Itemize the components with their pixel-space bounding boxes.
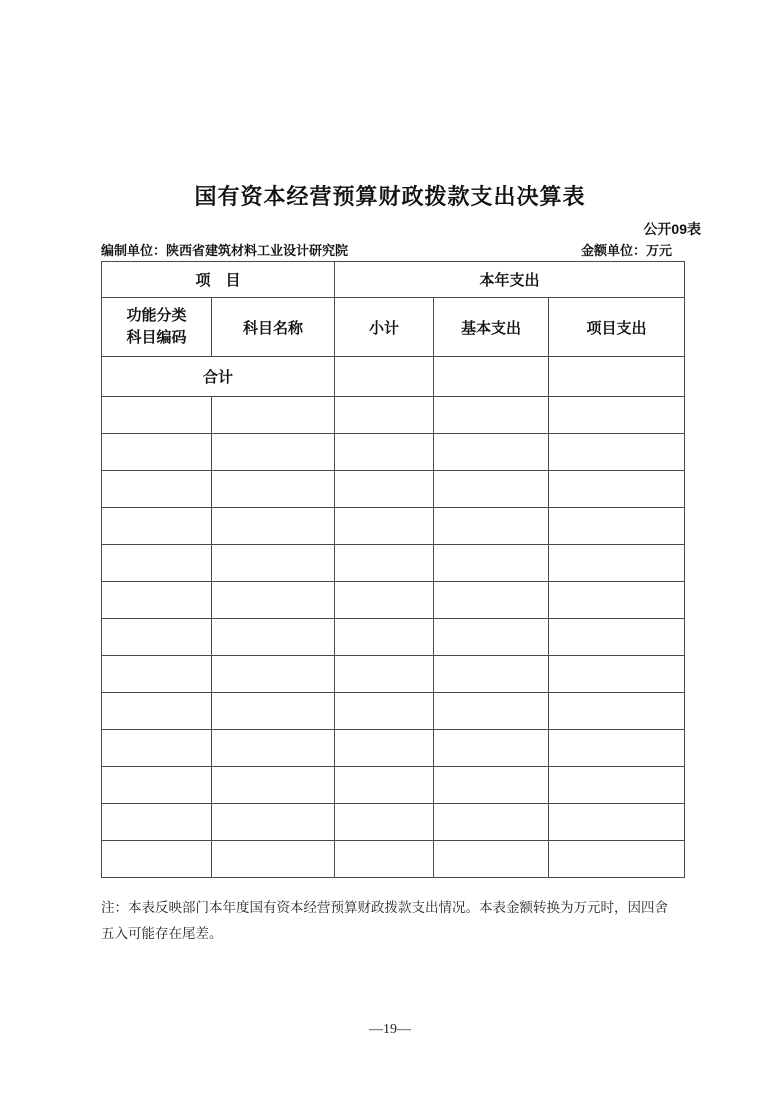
empty-data-cell bbox=[212, 804, 335, 841]
empty-data-cell bbox=[102, 508, 212, 545]
empty-data-cell bbox=[434, 804, 549, 841]
empty-data-cell bbox=[212, 767, 335, 804]
empty-data-cell bbox=[102, 582, 212, 619]
empty-data-cell bbox=[434, 434, 549, 471]
total-row-subtotal bbox=[335, 357, 434, 397]
empty-data-row bbox=[102, 471, 685, 508]
empty-data-cell bbox=[102, 656, 212, 693]
header-subtotal: 小计 bbox=[335, 298, 434, 357]
empty-data-row bbox=[102, 693, 685, 730]
empty-data-row bbox=[102, 582, 685, 619]
empty-data-cell bbox=[434, 545, 549, 582]
empty-data-cell bbox=[335, 804, 434, 841]
header-current-year-group: 本年支出 bbox=[335, 262, 685, 298]
empty-data-cell bbox=[335, 508, 434, 545]
empty-data-cell bbox=[335, 767, 434, 804]
empty-data-cell bbox=[102, 767, 212, 804]
empty-data-cell bbox=[434, 582, 549, 619]
empty-data-cell bbox=[212, 656, 335, 693]
empty-data-cell bbox=[335, 434, 434, 471]
prepared-by-label: 编制单位：陕西省建筑材料工业设计研究院 bbox=[101, 243, 349, 258]
empty-data-cell bbox=[549, 582, 685, 619]
empty-data-cell bbox=[549, 730, 685, 767]
empty-data-cell bbox=[335, 730, 434, 767]
empty-data-cell bbox=[335, 545, 434, 582]
empty-data-cell bbox=[549, 471, 685, 508]
total-row bbox=[102, 357, 685, 397]
document-title: 国有资本经营预算财政拨款支出决算表 bbox=[194, 184, 586, 209]
empty-data-cell bbox=[102, 434, 212, 471]
empty-data-cell bbox=[102, 841, 212, 878]
empty-data-cell bbox=[335, 471, 434, 508]
header-project-expenditure: 项目支出 bbox=[549, 298, 685, 357]
empty-data-cell bbox=[549, 508, 685, 545]
header-basic-expenditure: 基本支出 bbox=[434, 298, 549, 357]
empty-data-cell bbox=[434, 508, 549, 545]
empty-data-cell bbox=[549, 397, 685, 434]
table-meta-row bbox=[101, 240, 684, 259]
empty-data-cell bbox=[434, 693, 549, 730]
amount-unit-label: 金额单位：万元 bbox=[580, 243, 672, 258]
empty-data-cell bbox=[434, 656, 549, 693]
form-code-label: 公开09表 bbox=[643, 221, 701, 237]
empty-data-cell bbox=[212, 841, 335, 878]
empty-data-cell bbox=[434, 619, 549, 656]
empty-data-row bbox=[102, 545, 685, 582]
total-row-label: 合计 bbox=[102, 357, 335, 397]
empty-data-cell bbox=[102, 471, 212, 508]
empty-data-cell bbox=[212, 730, 335, 767]
header-item-group: 项 目 bbox=[102, 262, 335, 298]
empty-data-row bbox=[102, 508, 685, 545]
page-number: —19— bbox=[369, 1022, 411, 1037]
table-note-line1: 注：本表反映部门本年度国有资本经营预算财政拨款支出情况。本表金额转换为万元时，因四舍 bbox=[101, 900, 668, 915]
empty-data-cell bbox=[102, 693, 212, 730]
empty-data-cell bbox=[434, 767, 549, 804]
empty-data-cell bbox=[212, 582, 335, 619]
empty-data-cell bbox=[549, 656, 685, 693]
empty-data-cell bbox=[549, 545, 685, 582]
empty-data-cell bbox=[212, 545, 335, 582]
table-note-line2: 五入可能存在尾差。 bbox=[101, 926, 223, 941]
empty-data-row bbox=[102, 397, 685, 434]
empty-data-row bbox=[102, 619, 685, 656]
empty-data-cell bbox=[549, 434, 685, 471]
empty-data-row bbox=[102, 730, 685, 767]
empty-data-row bbox=[102, 656, 685, 693]
empty-data-cell bbox=[212, 434, 335, 471]
empty-data-cell bbox=[102, 397, 212, 434]
empty-data-cell bbox=[434, 841, 549, 878]
empty-data-row bbox=[102, 434, 685, 471]
header-functional-code-line1: 功能分类 bbox=[126, 307, 187, 324]
expenditure-table bbox=[101, 261, 685, 878]
empty-data-cell bbox=[212, 397, 335, 434]
empty-data-cell bbox=[335, 582, 434, 619]
table-body bbox=[102, 357, 685, 878]
total-row-basic bbox=[434, 357, 549, 397]
empty-data-cell bbox=[212, 619, 335, 656]
empty-data-cell bbox=[102, 804, 212, 841]
empty-data-row bbox=[102, 767, 685, 804]
empty-data-cell bbox=[335, 397, 434, 434]
table-note bbox=[101, 895, 693, 947]
empty-data-cell bbox=[212, 508, 335, 545]
empty-data-cell bbox=[335, 656, 434, 693]
empty-data-row bbox=[102, 841, 685, 878]
empty-data-cell bbox=[335, 841, 434, 878]
empty-data-cell bbox=[212, 471, 335, 508]
empty-data-cell bbox=[549, 619, 685, 656]
empty-data-row bbox=[102, 804, 685, 841]
empty-data-cell bbox=[549, 767, 685, 804]
empty-data-cell bbox=[549, 693, 685, 730]
empty-data-cell bbox=[549, 804, 685, 841]
header-functional-code-line2: 科目编码 bbox=[126, 329, 187, 346]
header-row-groups bbox=[102, 262, 685, 298]
header-functional-code bbox=[102, 298, 212, 357]
empty-data-cell bbox=[335, 619, 434, 656]
empty-data-cell bbox=[434, 730, 549, 767]
header-row-columns bbox=[102, 298, 685, 357]
empty-data-cell bbox=[434, 397, 549, 434]
empty-data-cell bbox=[434, 471, 549, 508]
header-subject-name: 科目名称 bbox=[212, 298, 335, 357]
empty-data-cell bbox=[102, 730, 212, 767]
empty-data-cell bbox=[102, 619, 212, 656]
empty-data-cell bbox=[335, 693, 434, 730]
empty-data-cell bbox=[102, 545, 212, 582]
total-row-project bbox=[549, 357, 685, 397]
empty-data-cell bbox=[549, 841, 685, 878]
empty-data-cell bbox=[212, 693, 335, 730]
